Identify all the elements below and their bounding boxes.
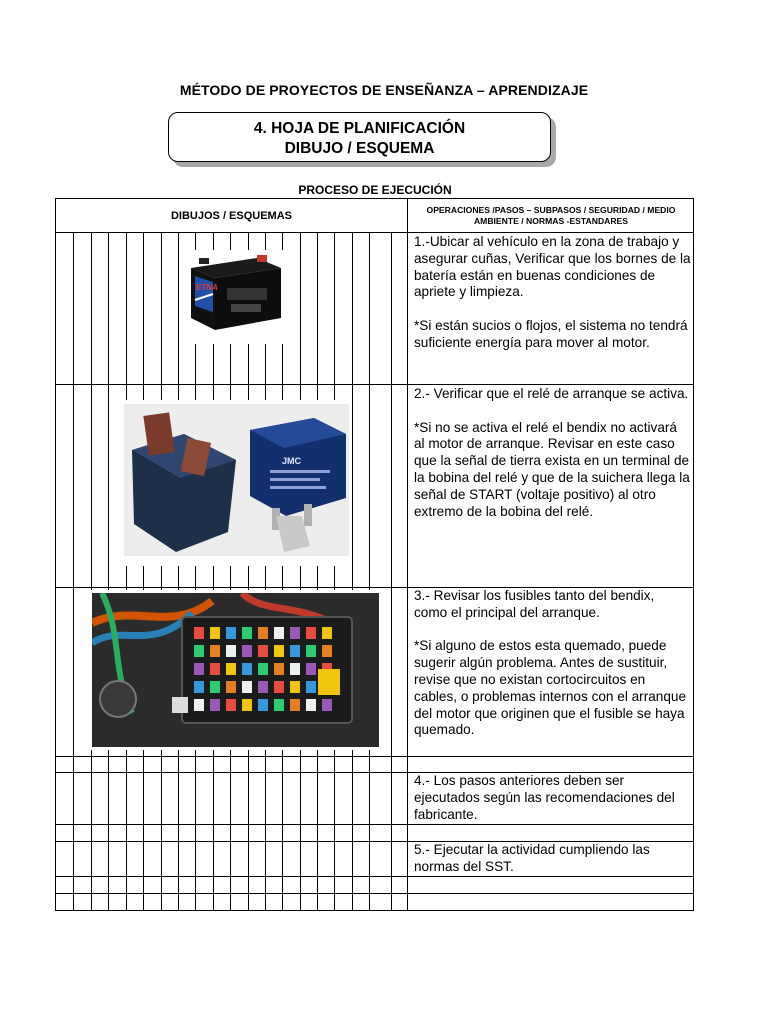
table-column-divider — [265, 587, 266, 590]
step-4-text: 4.- Los pasos anteriores deben ser ejecutados según las recomendaciones del fabricante. — [414, 773, 679, 822]
fuse — [274, 663, 284, 675]
table-row-divider — [55, 384, 693, 385]
table-row-divider — [55, 232, 693, 233]
fuse — [226, 663, 236, 675]
table-column-divider — [300, 587, 301, 590]
fuse — [306, 645, 316, 657]
fuse — [226, 645, 236, 657]
fuse — [290, 681, 300, 693]
table-column-divider — [73, 756, 74, 910]
table-column-divider — [126, 384, 127, 400]
table-column-divider — [213, 232, 214, 250]
fuse — [242, 627, 252, 639]
table-column-divider — [352, 756, 353, 910]
operations-column-header: OPERACIONES /PASOS – SUBPASOS / SEGURIDAD / MEDIO AMBIENTE / NORMAS -ESTANDARES — [426, 204, 676, 226]
table-column-divider — [352, 232, 353, 384]
fuse — [210, 699, 220, 711]
table-column-divider — [108, 756, 109, 910]
fuse-box-image — [92, 593, 379, 747]
fuse — [194, 699, 204, 711]
table-column-divider — [143, 566, 144, 587]
table-column-divider — [108, 232, 109, 384]
fuse — [274, 645, 284, 657]
fuse — [290, 627, 300, 639]
table-column-divider — [352, 384, 353, 587]
fuse — [258, 645, 268, 657]
drawings-column-header: DIBUJOS / ESQUEMAS — [170, 209, 293, 222]
fuse — [322, 627, 332, 639]
table-column-divider — [91, 232, 92, 384]
table-column-divider — [230, 232, 231, 250]
table-column-divider — [91, 756, 92, 910]
fuse — [226, 627, 236, 639]
table-column-divider — [195, 384, 196, 400]
fuse — [290, 645, 300, 657]
sheet-title-box — [168, 112, 551, 162]
table-column-divider — [369, 384, 370, 587]
fuse — [258, 681, 268, 693]
table-column-divider — [248, 384, 249, 400]
table-column-divider — [352, 587, 353, 590]
fuse — [274, 627, 284, 639]
table-column-divider — [317, 566, 318, 587]
fuse — [322, 645, 332, 657]
table-column-divider — [161, 756, 162, 910]
table-column-divider — [91, 587, 92, 590]
table-column-divider — [300, 384, 301, 400]
table-column-divider — [407, 198, 408, 910]
table-column-divider — [195, 232, 196, 250]
table-column-divider — [265, 384, 266, 400]
table-column-divider — [143, 587, 144, 590]
table-column-divider — [213, 587, 214, 590]
table-column-divider — [108, 384, 109, 587]
fuse — [194, 663, 204, 675]
table-column-divider — [108, 587, 109, 590]
table-column-divider — [317, 756, 318, 910]
relay-label: JMC — [282, 456, 302, 466]
table-column-divider — [317, 587, 318, 590]
table-column-divider — [334, 587, 335, 590]
table-column-divider — [282, 384, 283, 400]
section-title: PROCESO DE EJECUCIÓN — [298, 183, 452, 197]
document-title: MÉTODO DE PROYECTOS DE ENSEÑANZA – APRENDIZAJE — [179, 82, 589, 98]
table-row-divider — [55, 893, 693, 894]
table-column-divider — [369, 587, 370, 590]
table-column-divider — [143, 232, 144, 384]
table-row-divider — [55, 756, 693, 757]
table-column-divider — [126, 587, 127, 590]
table-column-divider — [265, 232, 266, 250]
table-column-divider — [178, 384, 179, 400]
fuse — [226, 699, 236, 711]
fuse — [194, 627, 204, 639]
step-5-text: 5.- Ejecutar la actividad cumpliendo las normas del SST. — [414, 842, 654, 874]
table-column-divider — [334, 384, 335, 400]
table-column-divider — [178, 756, 179, 910]
table-column-divider — [248, 566, 249, 587]
sheet-title-line1: 4. HOJA DE PLANIFICACIÓN — [253, 120, 466, 137]
table-column-divider — [195, 587, 196, 590]
table-column-divider — [143, 756, 144, 910]
fuse — [306, 627, 316, 639]
fuse — [258, 663, 268, 675]
table-column-divider — [317, 232, 318, 384]
step-2-text: 2.- Verificar que el relé de arranque se activa. *Si no se activa el relé el bendix no activará al motor de arranque. Revisar en este caso que la señal de tierra exista en un terminal de la bobina del relé y que de la suichera llega la señal de START (voltaje positivo) al otro extremo de la bobina del relé. — [414, 386, 690, 519]
table-column-divider — [265, 756, 266, 910]
table-column-divider — [248, 587, 249, 590]
battery-brand-label: ETNA — [196, 283, 218, 292]
table-row-divider — [55, 876, 693, 877]
table-column-divider — [126, 756, 127, 910]
table-column-divider — [230, 344, 231, 384]
table-column-divider — [265, 344, 266, 384]
table-column-divider — [195, 756, 196, 910]
table-column-divider — [143, 384, 144, 400]
table-column-divider — [248, 344, 249, 384]
fuse — [194, 645, 204, 657]
table-column-divider — [126, 232, 127, 384]
table-column-divider — [282, 232, 283, 250]
table-column-divider — [213, 384, 214, 400]
step-1-text: 1.-Ubicar al vehículo en la zona de trabajo y asegurar cuñas, Verificar que los bornes de la batería están en buenas condiciones de apriete y limpieza. *Si están sucios o flojos, el sistema no tendrá suficiente energía para mover al motor. — [414, 234, 691, 350]
fuse — [210, 645, 220, 657]
table-column-divider — [334, 566, 335, 587]
table-column-divider — [178, 232, 179, 384]
sheet-title-line2: DIBUJO / ESQUEMA — [284, 140, 435, 157]
fuse — [210, 681, 220, 693]
table-column-divider — [248, 756, 249, 910]
battery-image — [187, 254, 283, 332]
table-column-divider — [282, 756, 283, 910]
table-column-divider — [178, 587, 179, 590]
table-column-divider — [73, 232, 74, 384]
table-column-divider — [73, 587, 74, 756]
table-column-divider — [230, 384, 231, 400]
table-column-divider — [334, 232, 335, 384]
table-column-divider — [161, 232, 162, 384]
table-column-divider — [265, 566, 266, 587]
table-column-divider — [126, 566, 127, 587]
fuse — [242, 663, 252, 675]
table-row-divider — [55, 824, 693, 825]
fuse — [242, 645, 252, 657]
table-column-divider — [178, 566, 179, 587]
table-column-divider — [195, 344, 196, 384]
fuse — [194, 681, 204, 693]
table-column-divider — [161, 566, 162, 587]
table-column-divider — [282, 566, 283, 587]
relay-image — [124, 404, 349, 556]
fuse — [258, 699, 268, 711]
fuse — [274, 699, 284, 711]
table-column-divider — [230, 587, 231, 590]
table-column-divider — [282, 587, 283, 590]
fuse — [242, 699, 252, 711]
fuse — [226, 681, 236, 693]
fuse — [290, 699, 300, 711]
table-column-divider — [369, 232, 370, 384]
table-column-divider — [73, 384, 74, 587]
table-column-divider — [91, 384, 92, 587]
fuse — [274, 681, 284, 693]
table-column-divider — [334, 756, 335, 910]
table-column-divider — [213, 344, 214, 384]
table-column-divider — [161, 587, 162, 590]
fuse — [322, 699, 332, 711]
table-column-divider — [230, 756, 231, 910]
table-column-divider — [300, 566, 301, 587]
table-column-divider — [195, 566, 196, 587]
fuse — [242, 681, 252, 693]
fuse — [306, 681, 316, 693]
table-column-divider — [213, 566, 214, 587]
table-column-divider — [391, 232, 392, 910]
fuse — [210, 627, 220, 639]
table-column-divider — [300, 232, 301, 384]
fuse — [306, 663, 316, 675]
fuse — [290, 663, 300, 675]
fuse — [258, 627, 268, 639]
fuse — [210, 663, 220, 675]
table-column-divider — [369, 756, 370, 910]
table-column-divider — [248, 232, 249, 250]
table-column-divider — [282, 344, 283, 384]
table-column-divider — [161, 384, 162, 400]
table-column-divider — [300, 756, 301, 910]
table-column-divider — [230, 566, 231, 587]
fuse — [306, 699, 316, 711]
table-column-divider — [213, 756, 214, 910]
step-3-text: 3.- Revisar los fusibles tanto del bendix, como el principal del arranque. *Si alguno de estos esta quemado, puede sugerir algún problema. Antes de sustituir, revise que no existan cortocircuitos en cables, o problemas internos con el arranque del motor que originen que el fusible se haya quemado. — [414, 588, 687, 738]
table-column-divider — [317, 384, 318, 400]
